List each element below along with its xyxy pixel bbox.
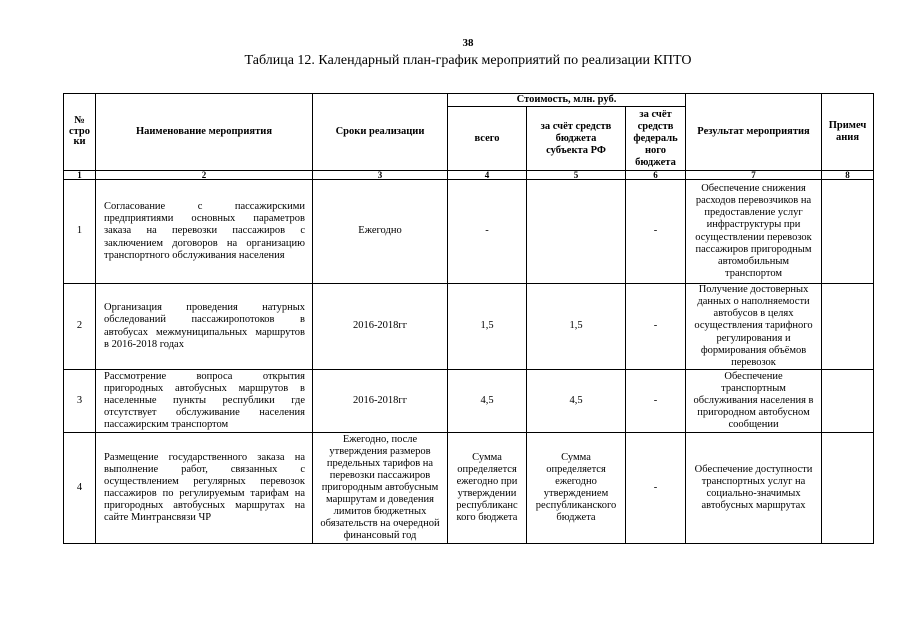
header-notes: Примеч ания — [822, 94, 874, 171]
text-line: населенные пункты республики где — [104, 394, 305, 406]
table-row — [64, 370, 874, 433]
text-line: пассажиров по регулируемым тарифам на — [104, 488, 305, 499]
activity-plan-table — [63, 93, 874, 544]
header-cost-group: Стоимость, млн. руб. — [448, 94, 686, 107]
activity-name-cell — [96, 370, 313, 433]
header-period: Сроки реализации — [313, 94, 448, 171]
text-line: осуществлением регулярных перевозок — [104, 475, 305, 487]
cost-regional-cell: 1,5 — [527, 284, 626, 370]
text-line: выполнение работ, связанных с — [104, 463, 305, 475]
result-cell: Обеспечение доступности транспортных услуг на социально-значимых автобусных маршрутах — [686, 433, 822, 544]
result-cell: Получение достоверных данных о наполняемости автобусов в целях осуществления тарифного регулирования и формирования объёмов перевозок — [686, 284, 822, 370]
text-line: автобусах межмуниципальных маршрутов — [104, 326, 305, 338]
activity-name-cell — [96, 284, 313, 370]
result-cell: Обеспечение транспортным обслуживания населения в пригородном автобусном сообщении — [686, 370, 822, 433]
column-number: 6 — [626, 171, 686, 180]
column-number-row — [64, 171, 874, 180]
cost-total-cell: - — [448, 180, 527, 284]
text-line: пригородных автобусных маршрутов в — [104, 382, 305, 394]
notes-cell — [822, 284, 874, 370]
text-line: обследований пассажиропотоков в — [104, 314, 305, 326]
notes-cell — [822, 370, 874, 433]
cost-regional-cell: Сумма определяется ежегодно утверждением республиканского бюджета — [527, 433, 626, 544]
table-title: Таблица 12. Календарный план-график мероприятий по реализации КПТО — [244, 53, 692, 68]
column-number: 1 — [64, 171, 96, 180]
header-row-number: № стро ки — [64, 94, 96, 171]
row-number-cell: 3 — [64, 370, 96, 433]
cost-federal-cell: - — [626, 370, 686, 433]
column-number: 3 — [313, 171, 448, 180]
cost-total-cell: 4,5 — [448, 370, 527, 433]
cost-federal-cell: - — [626, 433, 686, 544]
text-line: заказа на перевозки пассажиров с — [104, 225, 305, 237]
page-number: 38 — [462, 37, 474, 49]
text-line: отсутствует обслуживание населения — [104, 407, 305, 419]
column-number: 4 — [448, 171, 527, 180]
activity-name-cell — [96, 433, 313, 544]
text-line: Согласование с пассажирскими — [104, 201, 305, 213]
column-number: 2 — [96, 171, 313, 180]
header-activity-name: Наименование мероприятия — [96, 94, 313, 171]
text-line: сайте Минтрансвязи ЧР — [104, 512, 212, 524]
text-line: предприятиями основных параметров — [104, 213, 305, 225]
period-cell: Ежегодно, после утверждения размеров предельных тарифов на перевозки пассажиров пригородным автобусным маршрутам и доведения лимитов бюджетных обязательств на очередной финансовый год — [313, 433, 448, 544]
notes-cell — [822, 180, 874, 284]
header-cost-total: всего — [448, 107, 527, 171]
cost-total-cell: 1,5 — [448, 284, 527, 370]
header-cost-federal: за счёт средств федераль ного бюджета — [626, 107, 686, 171]
period-cell: 2016-2018гг — [313, 370, 448, 433]
column-number: 8 — [822, 171, 874, 180]
period-cell: 2016-2018гг — [313, 284, 448, 370]
header-result: Результат мероприятия — [686, 94, 822, 171]
text-line: Организация проведения натурных — [104, 302, 305, 314]
header-cost-regional: за счёт средств бюджета субъекта РФ — [527, 107, 626, 171]
activity-name-cell — [96, 180, 313, 284]
cost-federal-cell: - — [626, 284, 686, 370]
text-line: Размещение государственного заказа на — [104, 451, 305, 463]
text-line: заключением договоров на организацию — [104, 237, 305, 249]
table-header-row — [64, 94, 874, 107]
cost-total-cell: Сумма определяется ежегодно при утверждении республиканс кого бюджета — [448, 433, 527, 544]
text-line: в 2016-2018 годах — [104, 338, 184, 350]
text-line: Рассмотрение вопроса открытия — [104, 370, 305, 382]
text-line: пригородных автобусных маршрутах на — [104, 500, 305, 512]
row-number-cell: 4 — [64, 433, 96, 544]
result-cell: Обеспечение снижения расходов перевозчиков на предоставление услуг инфраструктуры при осуществлении перевозок пассажиров пригородным автомобильным транспортом — [686, 180, 822, 284]
row-number-cell: 2 — [64, 284, 96, 370]
text-line: транспортного обслуживания населения — [104, 249, 285, 261]
column-number: 5 — [527, 171, 626, 180]
cost-regional-cell: 4,5 — [527, 370, 626, 433]
cost-federal-cell: - — [626, 180, 686, 284]
table-row — [64, 433, 874, 544]
cost-regional-cell — [527, 180, 626, 284]
row-number-cell: 1 — [64, 180, 96, 284]
text-line: пассажирским транспортом — [104, 419, 229, 431]
column-number: 7 — [686, 171, 822, 180]
notes-cell — [822, 433, 874, 544]
table-row — [64, 180, 874, 284]
table-row — [64, 284, 874, 370]
period-cell: Ежегодно — [313, 180, 448, 284]
